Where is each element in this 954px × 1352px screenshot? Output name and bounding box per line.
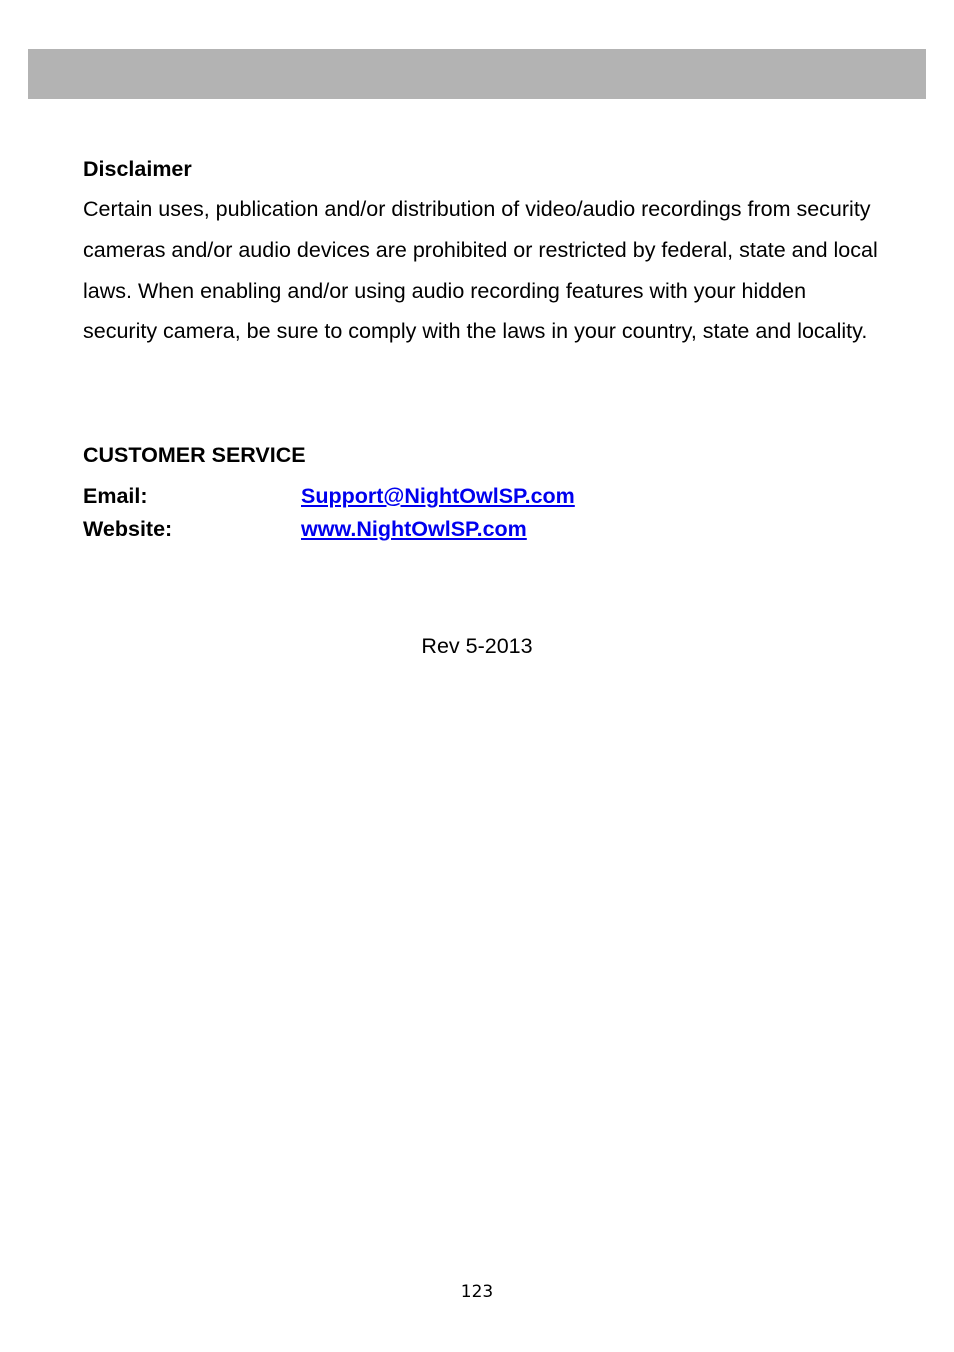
revision-text: Rev 5-2013 — [421, 634, 533, 658]
header-bar — [28, 49, 926, 99]
website-label: Website: — [83, 517, 173, 541]
email-link[interactable]: Support@NightOwlSP.com — [301, 484, 575, 508]
disclaimer-text: Certain uses, publication and/or distribution of video/audio recordings from security cameras and/or audio devices are prohibited or restricted by federal, state and local laws. When enabling and/or using audio recording features with your hidden security camera, be sure to comply with the laws in your country, state and locality. — [83, 197, 878, 344]
disclaimer-heading: Disclaimer — [83, 157, 192, 181]
page-number: 123 — [460, 1282, 494, 1302]
email-label: Email: — [83, 484, 148, 508]
website-link[interactable]: www.NightOwlSP.com — [301, 517, 527, 541]
customer-service-heading: CUSTOMER SERVICE — [83, 443, 306, 467]
